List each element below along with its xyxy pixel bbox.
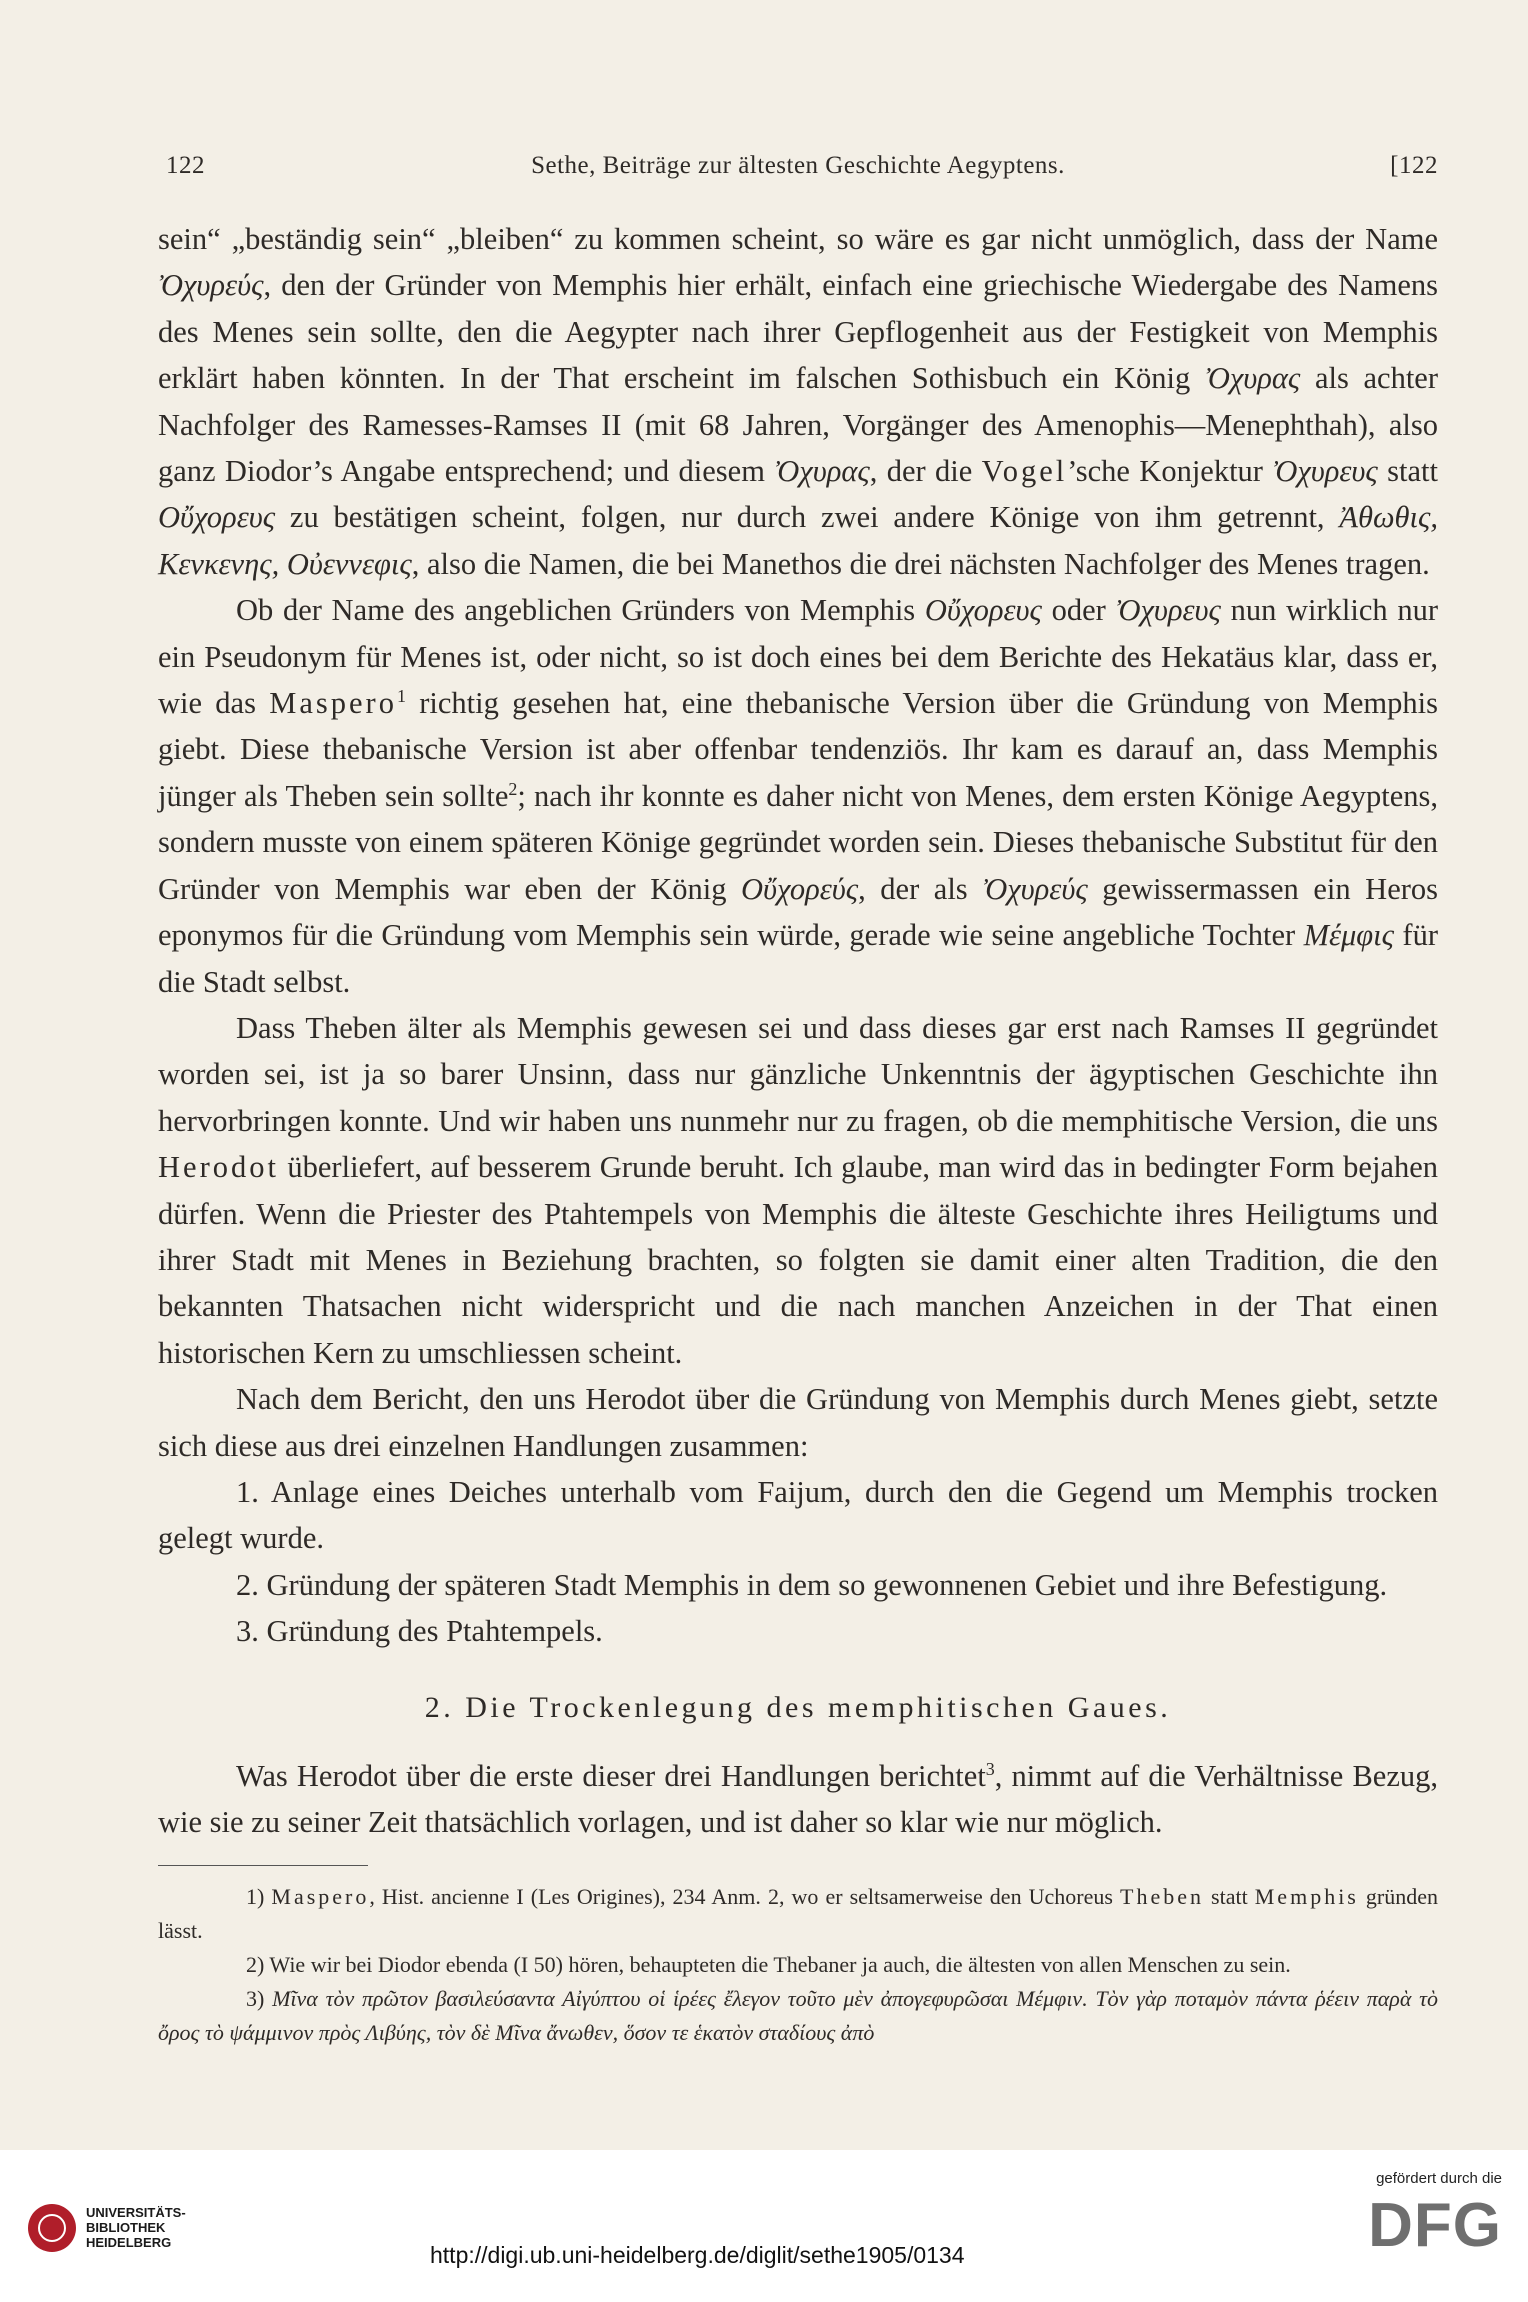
paragraph xyxy=(158,587,1438,1005)
text-run: ; nach ihr konnte es daher nicht von Menes, dem ersten Könige Aegyptens, sondern musste von einem späteren Könige gegründet worden sein. Dieses thebanische Substitut für den Gründer von Memphis war eben der König xyxy=(158,778,1438,906)
footnote xyxy=(158,1982,1438,2050)
library-name xyxy=(86,2205,186,2250)
funder-caption: gefördert durch die xyxy=(1376,2170,1502,2187)
text-run: zu bestätigen scheint, folgen, nur durch zwei andere Könige von ihm getrennt, xyxy=(275,500,1340,535)
greek-text: Οὔχορευς xyxy=(158,500,276,535)
text-run: überliefert, auf besserem Grunde beruht. Ich glaube, man wird das in bedingter Form bejahen dürfen. Wenn die Priester des Ptahtempels von Memphis die älteste Geschichte ihres Heiligtums und ihrer Stadt mit Menes in Beziehung brachten, so folgten sie damit einer alten Tradition, die den bekannten Thatsachen nicht widerspricht und die nach manchen Anzeichen in der That einen historischen Kern zu umschliessen scheint. xyxy=(158,1150,1438,1370)
greek-text: Ἀθωθις, Κενκενης, Οὐεννεφις xyxy=(158,500,1438,581)
text-run: für die Stadt selbst. xyxy=(158,918,1438,999)
greek-text: Ὀχυρευς xyxy=(1272,454,1378,489)
paragraph xyxy=(158,1753,1438,1846)
university-seal-icon xyxy=(28,2204,76,2252)
text-run: statt xyxy=(1377,454,1438,489)
greek-text: Ὀχυρεύς xyxy=(158,268,264,303)
footnote-rule xyxy=(158,1865,368,1866)
text-run: 1. Anlage eines Deiches unterhalb vom Faijum, durch den die Gegend um Memphis trocken gelegt wurde. xyxy=(158,1474,1438,1556)
book-page xyxy=(158,140,1438,2050)
greek-text: Ὀχυρεύς xyxy=(982,871,1088,906)
text-run: Ob der Name des angeblichen Gründers von Memphis xyxy=(236,593,925,628)
greek-text: Οὔχορευς xyxy=(924,593,1042,628)
paragraph xyxy=(158,1376,1438,1469)
running-head xyxy=(158,140,1438,180)
greek-text: Ὀχυρας xyxy=(1204,361,1301,396)
text-run: 3) xyxy=(246,1986,273,2012)
dfg-logo[interactable]: DFG xyxy=(1368,2191,1502,2260)
text-run: 2) Wie wir bei Diodor ebenda (I 50) hören, behaupteten die Thebaner ja auch, die ältesten von allen Menschen zu sein. xyxy=(246,1952,1291,1978)
library-name-line: HEIDELBERG xyxy=(86,2235,172,2250)
funder-block xyxy=(1322,2170,1502,2260)
section-heading: 2. Die Trockenlegung des memphitischen Gaues. xyxy=(424,1690,1172,1724)
greek-text: Οὔχορεύς xyxy=(741,871,859,906)
document-url-link[interactable]: http://digi.ub.uni-heidelberg.de/diglit/sethe1905/0134 xyxy=(430,2242,965,2268)
text-run: , der als xyxy=(858,871,983,906)
spaced-name: Herodot xyxy=(158,1150,279,1185)
text-run: gründen lässt. xyxy=(158,1884,1439,1944)
footnote xyxy=(158,1880,1438,1948)
list-item xyxy=(158,1469,1438,1562)
text-run: nun wirklich nur ein Pseudonym für Menes ist, oder nicht, so ist doch eines bei dem Berichte des Hekatäus klar, dass er, wie das xyxy=(158,593,1438,721)
list-item xyxy=(158,1608,1438,1654)
text-run: Was Herodot über die erste dieser drei Handlungen berichtet xyxy=(236,1758,986,1793)
text-run: 3. Gründung des Ptahtempels. xyxy=(236,1614,603,1649)
spaced-name: Memphis xyxy=(1254,1884,1359,1910)
text-run: als achter Nachfolger des Ramesses-Ramses II (mit 68 Jahren, Vorgänger des Amenophis—Menephthah), also ganz Diodor’s Angabe entsprechend; und diesem xyxy=(158,361,1439,489)
text-run: statt xyxy=(1203,1884,1255,1910)
footnote-marker: 2 xyxy=(508,778,518,799)
greek-text: Μῖνα τὸν πρῶτον βασιλεύσαντα Αἰγύπτου οἱ ἱρέες ἔλεγον τοῦτο μὲν ἀπογεφυρῶσαι Μέμφιν. Τὸν γὰρ ποταμὸν πάντα ῥέειν παρὰ τὸ ὄρος τὸ ψάμμινον πρὸς Λιβύης, τὸν δὲ Μῖνα ἄνωθεν, ὅσον τε ἑκατὸν σταδίους ἀπὸ xyxy=(158,1986,1439,2046)
spaced-name: Maspero xyxy=(269,686,397,721)
library-name-line: UNIVERSITÄTS- xyxy=(86,2205,186,2220)
spaced-name: Vogel xyxy=(981,454,1068,489)
body-text xyxy=(158,216,1438,2050)
list-item xyxy=(158,1562,1438,1608)
text-run: sein“ „beständig sein“ „bleiben“ zu kommen scheint, so wäre es gar nicht unmöglich, dass der Name xyxy=(158,222,1438,256)
text-run: richtig gesehen hat, eine thebanische Version über die Gründung von Memphis giebt. Diese thebanische Version ist aber offenbar tendenziös. Ihr kam es darauf an, dass Memphis jünger als Theben sein sollte xyxy=(158,686,1438,813)
library-name-line: BIBLIOTHEK xyxy=(86,2220,166,2235)
footnote-marker: 1 xyxy=(396,685,406,706)
footnote-marker: 3 xyxy=(985,1758,995,1779)
text-run: oder xyxy=(1041,593,1116,628)
page-number: 122 xyxy=(166,152,205,179)
text-run: 2. Gründung der späteren Stadt Memphis in dem so gewonnenen Gebiet und ihre Befestigung. xyxy=(236,1567,1388,1602)
text-run: , nimmt auf die Verhältnisse Bezug, wie sie zu seiner Zeit thatsächlich vorlagen, und ist daher so klar wie nur möglich. xyxy=(158,1758,1439,1839)
university-library-logo[interactable] xyxy=(28,2200,186,2255)
footnote xyxy=(158,1948,1438,1982)
spaced-name: Theben xyxy=(1120,1884,1204,1910)
greek-text: Ὀχυρευς xyxy=(1115,593,1221,628)
text-run: , also die Namen, die bei Manethos die drei nächsten Nachfolger des Menes tragen. xyxy=(411,546,1430,581)
running-title: Sethe, Beiträge zur ältesten Geschichte Aegyptens. xyxy=(531,152,1065,179)
text-run: Nach dem Bericht, den uns Herodot über die Gründung von Memphis durch Menes giebt, setzte sich diese aus drei einzelnen Handlungen zusammen: xyxy=(158,1382,1438,1463)
greek-text: Ὀχυρας xyxy=(774,454,870,489)
text-run: , der die xyxy=(869,454,982,489)
text-run: , Hist. ancienne I (Les Origines), 234 Anm. 2, wo er seltsamerweise den Uchoreus xyxy=(369,1884,1120,1910)
text-run: gewissermassen ein Heros eponymos für die Gründung vom Memphis sein würde, gerade wie seine angebliche Tochter xyxy=(158,871,1439,953)
spaced-name: Maspero xyxy=(271,1884,370,1910)
text-run: Dass Theben älter als Memphis gewesen sei und dass dieses gar erst nach Ramses II gegründet worden sei, ist ja so barer Unsinn, dass nur gänzliche Unkenntnis der ägyptischen Geschichte ihn hervorbringen konnte. Und wir haben uns nunmehr nur zu fragen, ob die memphitische Version, die uns xyxy=(158,1010,1438,1138)
text-run: , den der Gründer von Memphis hier erhält, einfach eine griechische Wiedergabe des Namens des Menes sein sollte, den die Aegypter nach ihrer Gepflogenheit aus der Festigkeit von Memphis erklärt haben könnten. In der That erscheint im falschen Sothisbuch ein König xyxy=(158,268,1438,396)
text-run: ’sche Konjektur xyxy=(1067,454,1273,489)
page-reference: [122 xyxy=(1390,152,1438,179)
greek-text: Μέμφις xyxy=(1303,918,1395,953)
text-run: 1) xyxy=(246,1884,272,1910)
viewer-footer xyxy=(0,2150,1528,2302)
paragraph xyxy=(158,1005,1438,1376)
paragraph xyxy=(158,216,1438,587)
